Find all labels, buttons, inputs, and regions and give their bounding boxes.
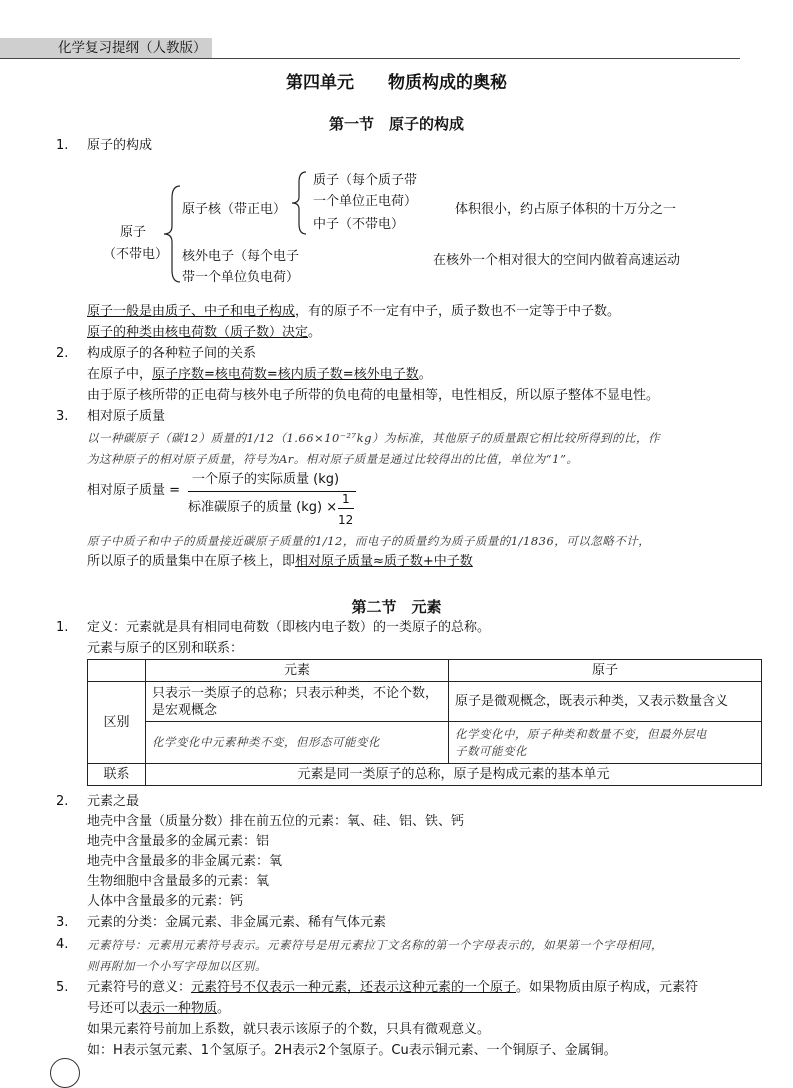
symbol-meaning-example: 如：H表示氢元素、1个氢原子。2H表示2个氢原子。Cu表示铜元素、一个铜原子、金属铜。 <box>87 1043 617 1058</box>
item-number: 2. <box>56 794 69 809</box>
table-corner <box>88 660 146 682</box>
atom-diff-2: 化学变化中，原子种类和数量不变，但最外层电 子数可能变化 <box>449 722 762 764</box>
element-symbol-note-1: 元素符号：元素用元素符号表示。元素符号是用元素拉丁文名称的第一个字母表示的，如果第一个字母相同， <box>87 938 663 952</box>
book-title: 化学复习提纲（人教版） <box>58 40 207 56</box>
row-header-rel: 联系 <box>88 764 146 786</box>
superlative-line: 地壳中含量（质量分数）排在前五位的元素：氧、硅、铝、铁、钙 <box>87 814 465 829</box>
item-number: 1. <box>56 138 69 153</box>
relation-text: 元素是同一类原子的总称，原子是构成元素的基本单元 <box>146 764 762 786</box>
nucleus-brace <box>288 170 310 236</box>
superlative-line: 地壳中含量最多的非金属元素：氧 <box>87 854 283 869</box>
header-rule <box>0 58 740 59</box>
item-number: 1. <box>56 620 69 635</box>
mass-note-handwritten: 原子中质子和中子的质量接近碳原子质量的1/12，而电子的质量约为质子质量的1/1836，可以忽略不计， <box>87 534 651 548</box>
unit-title: 第四单元 物质构成的奥秘 <box>286 73 507 93</box>
atom-brace <box>160 184 184 284</box>
element-atom-table <box>87 659 762 786</box>
electron-line2: 带一个单位负电荷） <box>182 270 300 285</box>
formula-one: 1 <box>342 492 350 506</box>
item-label: 构成原子的各种粒子间的关系 <box>87 346 257 361</box>
charge-explanation: 由于原子核所带的正电荷与核外电子所带的负电荷的电量相等，电性相反，所以原子整体不显电性。 <box>87 388 660 403</box>
electron-note: 在核外一个相对很大的空间内做着高速运动 <box>433 253 681 268</box>
mass-conclusion: 所以原子的质量集中在原子核上，即相对原子质量≈质子数+中子数 <box>87 554 473 569</box>
item-label: 元素之最 <box>87 794 140 809</box>
formula-denominator: 标准碳原子的质量 (kg) × <box>188 500 338 515</box>
section1-title: 第一节 原子的构成 <box>328 115 464 133</box>
item-number: 3. <box>56 409 69 424</box>
item-number: 2. <box>56 346 69 361</box>
formula-numerator: 一个原子的实际质量 (kg) <box>192 472 340 487</box>
atom-diff-1: 原子是微观概念，既表示种类，又表示数量含义 <box>449 682 762 722</box>
formula-lhs: 相对原子质量 = <box>87 483 181 498</box>
atom-label: 原子 <box>120 225 147 240</box>
atom-note2: 原子的种类由核电荷数（质子数）决定。 <box>87 325 322 340</box>
particle-relation: 在原子中，原子序数=核电荷数=核内质子数=核外电子数。 <box>87 367 432 382</box>
relative-mass-definition-2: 为这种原子的相对原子质量，符号为Ar。相对原子质量是通过比较得出的比值，单位为“1”。 <box>87 452 579 466</box>
superlative-line: 人体中含量最多的元素：钙 <box>87 894 244 909</box>
element-symbol-note-2: 则再附加一个小写字母加以区别。 <box>87 959 267 973</box>
nucleus-note: 体积很小，约占原子体积的十万分之一 <box>455 202 677 217</box>
item-label: 相对原子质量 <box>87 409 166 424</box>
element-diff-1: 只表示一类原子的总称；只表示种类，不论个数， 是宏观概念 <box>146 682 449 722</box>
element-definition: 定义：元素就是具有相同电荷数（即核内电子数）的一类原子的总称。 <box>87 620 491 635</box>
item-number: 4. <box>56 937 69 952</box>
item-number: 5. <box>56 980 69 995</box>
nucleus-label: 原子核（带正电） <box>182 202 287 217</box>
col-header-element: 元素 <box>146 660 449 682</box>
formula-twelve: 12 <box>338 513 354 527</box>
atom-note1: 原子一般是由质子、中子和电子构成，有的原子不一定有中子，质子数也不一定等于中子数。 <box>87 304 621 319</box>
table-caption: 元素与原子的区别和联系： <box>87 641 244 656</box>
proton-line2: 一个单位正电荷） <box>313 194 418 209</box>
element-classification: 元素的分类：金属元素、非金属元素、稀有气体元素 <box>87 915 387 930</box>
col-header-atom: 原子 <box>449 660 762 682</box>
relative-mass-definition-1: 以一种碳原子（碳12）质量的1/12（1.66×10⁻²⁷kg）为标准，其他原子的质量跟它相比较所得到的比，作 <box>87 431 660 445</box>
item-number: 3. <box>56 915 69 930</box>
symbol-meaning-line1: 元素符号的意义：元素符号不仅表示一种元素，还表示这种元素的一个原子。如果物质由原子构成，元素符 <box>87 980 699 995</box>
symbol-meaning-line2: 号还可以表示一种物质。 <box>87 1001 231 1016</box>
page-number-circle <box>50 1058 80 1088</box>
symbol-meaning-line3: 如果元素符号前加上系数，就只表示该原子的个数，只具有微观意义。 <box>87 1022 491 1037</box>
row-header-diff: 区别 <box>88 682 146 764</box>
atom-note: （不带电） <box>103 247 169 262</box>
proton-line1: 质子（每个质子带 <box>313 173 418 188</box>
section2-title: 第二节 元素 <box>351 598 442 616</box>
superlative-line: 生物细胞中含量最多的元素：氧 <box>87 874 270 889</box>
item-label: 原子的构成 <box>87 138 153 153</box>
element-diff-2: 化学变化中元素种类不变，但形态可能变化 <box>146 722 449 764</box>
neutron-label: 中子（不带电） <box>313 217 405 232</box>
electron-line1: 核外电子（每个电子 <box>182 249 300 264</box>
superlative-line: 地壳中含量最多的金属元素：铝 <box>87 834 270 849</box>
